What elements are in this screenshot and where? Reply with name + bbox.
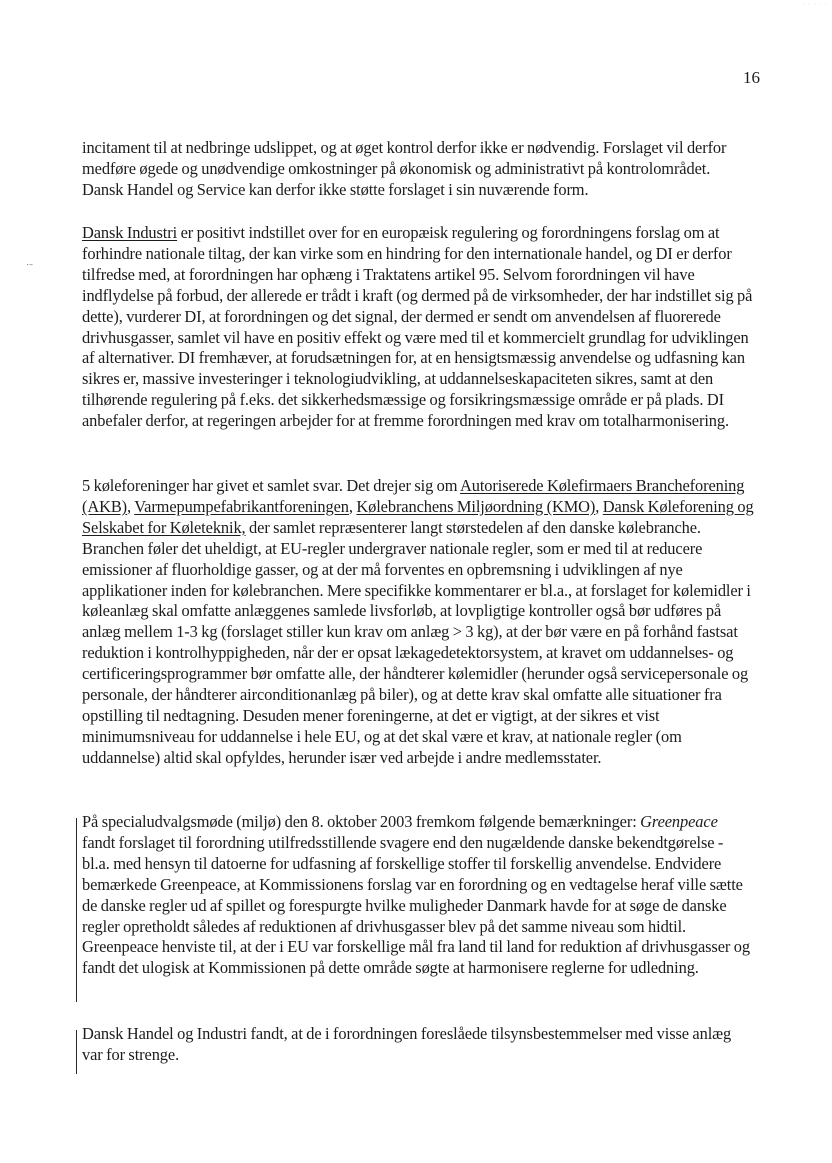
paragraph-koleforeninger: [82, 476, 754, 769]
paragraph-intro: På specialudvalgsmøde (miljø) den 8. oktober 2003 fremkom følgende bemærkninger:: [82, 812, 641, 831]
paragraph-text: fandt forslaget til forordning utilfredsstillende svagere end den nugældende danske bekendtgørelse - bl.a. med hensyn til datoerne for udfasning af forskellige stoffer til forskellig anvendelse. Endvidere bemærkede Greenpeace, at Kommissionens forslag var en forordning og en vedtagelse heraf ville sætte de danske regler ud af spillet og forespurgte hvilke muligheder Danmark havde for at søge de danske regler opretholdt således af reduktionen af drivhusgasser blev på det samme niveau som hidtil. Greenpeace henviste til, at der i EU var forskellige mål fra land til land for reduktion af drivhusgasser og fandt det ulogisk at Kommissionen på dette område søgte at harmonisere reglerne for udledning.: [82, 832, 750, 978]
revision-margin-bar: [76, 1030, 77, 1074]
org-dansk-industri: Dansk Industri: [82, 223, 178, 242]
separator: ,: [595, 496, 603, 516]
org-greenpeace: Greenpeace: [640, 812, 718, 831]
scan-speck: ˙ˉ: [26, 263, 33, 274]
org-akb: Autoriserede Kølefirmaers Brancheforening (AKB): [82, 476, 745, 516]
scan-artifact: ·· ·· ·: [803, 0, 828, 9]
org-dansk-koleforening: Dansk Køleforening og: [602, 496, 754, 516]
paragraph-specialudvalg: [82, 812, 754, 979]
separator: ,: [127, 496, 135, 516]
paragraph-dansk-industri: [82, 223, 754, 432]
org-varmepumpe: Varmepumpefabrikantforeningen: [134, 496, 349, 516]
revision-margin-bar: [76, 818, 77, 1002]
separator: ,: [348, 496, 357, 516]
paragraph-dhs-conclusion: incitament til at nedbringe udslippet, og at øget kontrol derfor ikke er nødvendig. Forslaget vil derfor medføre øgede og unødvendige omkostninger på økonomisk og administrativt på kontrolområdet. Dansk Handel og Service kan derfor ikke støtte forslaget i sin nuværende form.: [82, 138, 727, 199]
paragraph-dansk-handel-industri: Dansk Handel og Industri fandt, at de i forordningen foreslåede tilsynsbestemmelser med visse anlæg var for strenge.: [82, 1024, 732, 1064]
org-kmo: Kølebranchens Miljøordning (KMO): [356, 496, 596, 516]
page-number: 16: [743, 68, 760, 87]
org-selskabet-koleteknik: Selskabet for Køleteknik,: [82, 517, 246, 537]
paragraph-text: er positivt indstillet over for en europæisk regulering og forordningens forslag om at forhindre nationale tiltag, der kan virke som en hindring for den internationale handel, og DI er derfor tilfredse med, at forordningen har ophæng i Traktatens artikel 95. Selvom forordningen vil have indflydelse på forbud, der allerede er trådt i kraft (og dermed på de virksomheder, der har indstillet sig på dette), vurderer DI, at forordningen og det signal, der dermed er sendt om anvendelsen af fluorerede drivhusgasser, samlet vil have en positiv effekt og være med til et kommercielt grundlag for udviklingen af alternativer. DI fremhæver, at forudsætningen for, at en hensigtsmæssig anvendelse og udfasning kan sikres er, massive investeringer i teknologiudvikling, at uddannelseskapaciteten sikres, samt at den tilhørende regulering på f.eks. det sikkerhedsmæssige og forsikringsmæssige område er på plads. DI anbefaler derfor, at regeringen arbejder for at fremme forordningen med krav om totalharmonisering.: [82, 223, 753, 431]
paragraph-intro: 5 køleforeninger har givet et samlet svar. Det drejer sig om: [82, 476, 461, 495]
paragraph-text: der samlet repræsenterer langt størstedelen af den danske kølebranche. Branchen føler det uheldigt, at EU-regler undergraver nationale regler, som er med til at reducere emissioner af fluorholdige gasser, og at der må forventes en opbremsning i udviklingen af nye applikationer inden for kølebranchen. Mere specifikke kommentarer er bl.a., at forslaget for kølemidler i køleanlæg skal omfatte anlæggenes samlede livsforløb, at lovpligtige kontroller også bør udføres på anlæg mellem 1-3 kg (forslaget stiller kun krav om anlæg > 3 kg), at der bør være en på forhånd fastsat reduktion i kontrolhyppigheden, når der er opsat lækagedetektorsystem, at kravet om uddannelses- og certificeringsprogrammer bør omfatte alle, der håndterer kølemidler (herunder også servicepersonale og personale, der håndterer airconditionanlæg på biler), og at dette krav skal omfatte alle situationer fra opstilling til nedtagning. Desuden mener foreningerne, at det er vigtigt, at der sikres et vist minimumsniveau for uddannelse i hele EU, og at det skal være et krav, at nationale regler (om uddannelse) altid skal opfyldes, herunder især ved arbejde i andre medlemsstater.: [82, 517, 751, 767]
